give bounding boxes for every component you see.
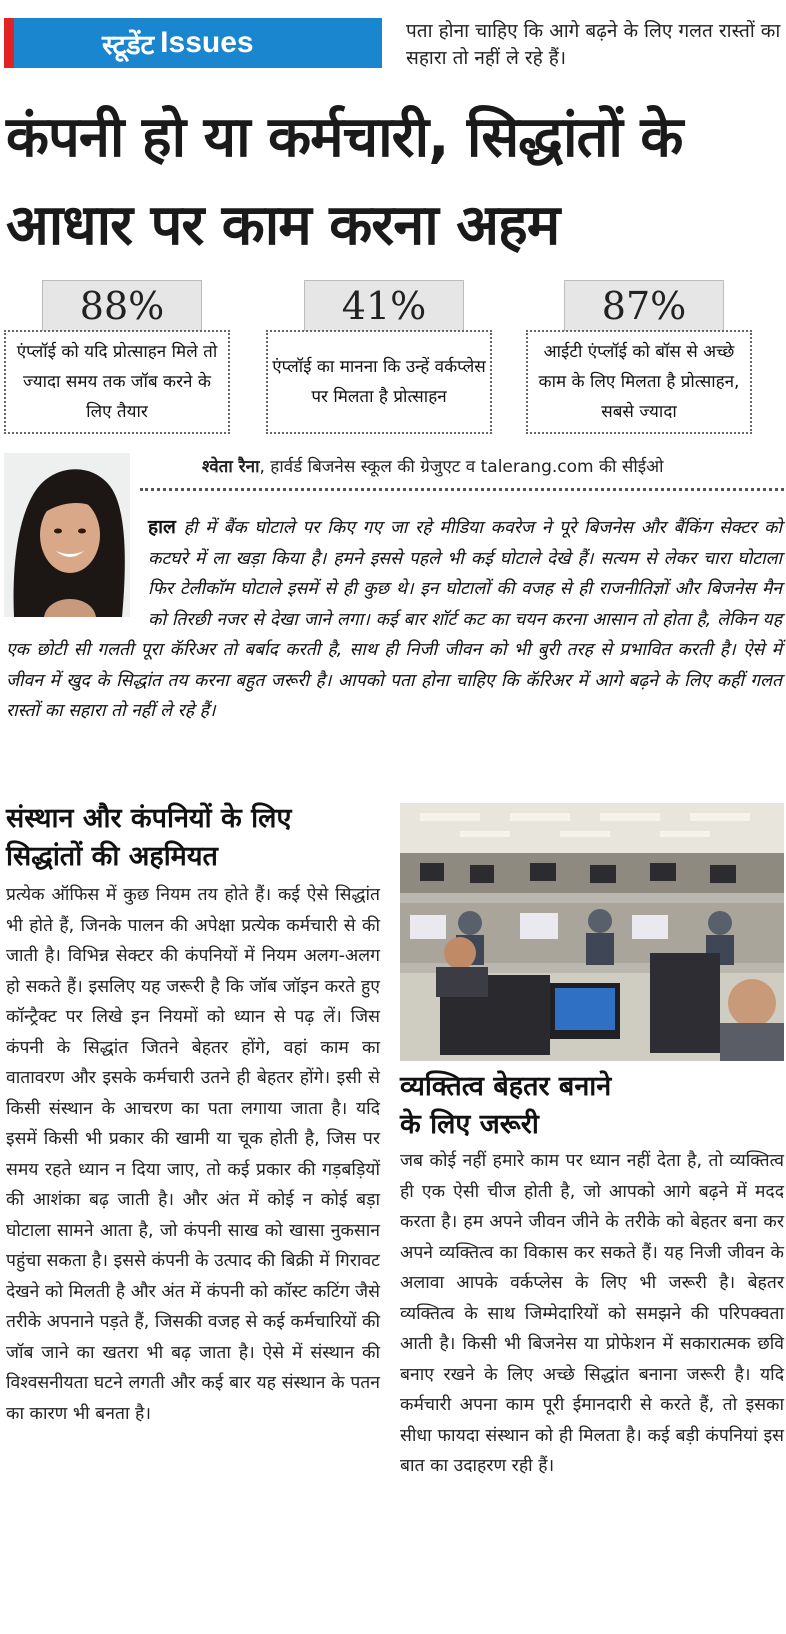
stat-text: एंप्लॉई को यदि प्रोत्साहन मिले तो ज्यादा समय तक जॉब करने के लिए तैयार xyxy=(4,330,230,434)
right-heading-line-1: व्यक्तित्व बेहतर बनाने xyxy=(400,1071,612,1102)
left-heading-line-1: संस्थान और कंपनियों के लिए xyxy=(6,803,292,834)
right-heading xyxy=(400,1068,784,1144)
right-heading-line-2: के लिए जरूरी xyxy=(400,1109,539,1140)
intro-lead-word: हाल xyxy=(148,516,176,538)
intro-paragraph xyxy=(6,512,782,727)
banner-red-bar xyxy=(4,18,14,68)
section-banner xyxy=(4,18,382,68)
stat-box-3 xyxy=(526,280,756,442)
headline: कंपनी हो या कर्मचारी, सिद्धांतों के आधार पर काम करना अहम xyxy=(6,105,683,258)
left-heading-line-2: सिद्धांतों की अहमियत xyxy=(6,841,218,872)
left-heading xyxy=(6,800,386,876)
office-workspace-illustration xyxy=(400,803,784,1061)
stat-box-1 xyxy=(4,280,234,442)
photo-float-spacer xyxy=(6,512,148,630)
section-name-english: Issues xyxy=(160,26,254,59)
author-credentials: , हार्वर्ड बिजनेस स्कूल की ग्रेजुएट व talerang.com की सीईओ xyxy=(259,457,664,477)
intro-body: ही में बैंक घोटाले पर किए गए जा रहे मीडिया कवरेज ने पूरे बिजनेस और बैंकिंग सेक्टर को कटघरे में ला खड़ा किया है। हमने इससे पहले भी कई घोटाले देखे हैं। सत्यम से लेकर चारा घोटाला फिर टेलीकॉम घोटाले इसमें से ही कुछ थे। इन घोटालों की वजह से ही राजनीतिज्ञों और बिजनेस मैन को तिरछी नजर से देखा जाने लगा। कई बार शॉर्ट कट का चयन करना आसान तो होता है, लेकिन यह एक छोटी सी गलती पूरा कॅरिअर तो बर्बाद करती है, साथ ही निजी जीवन को भी बुरी तरह से प्रभावित करती है। ऐसे में जीवन में खुद के सिद्धांत तय करना बहुत जरूरी है। आपको पता होना चाहिए कि कॅरिअर में आगे बढ़ने के लिए कहीं गलत रास्तों का सहारा तो नहीं ले रहे हैं। xyxy=(6,518,782,721)
stat-value: 41% xyxy=(304,280,464,331)
right-body: जब कोई नहीं हमारे काम पर ध्यान नहीं देता है, तो व्यक्तित्व ही एक ऐसी चीज होती है, जो आपको आगे बढ़ने में मदद करता है। हम अपने जीवन जीने के तरीके को बेहतर बना कर अपने व्यक्तित्व का विकास कर सकते हैं। यह निजी जीवन के अलावा आपके वर्कप्लेस के लिए भी जरूरी है। बेहतर व्यक्तित्व के साथ जिम्मेदारियों को समझने की परिपक्वता आती है। किसी भी बिजनेस या प्रोफेशन में सकारात्मक छवि बनाए रखने के लिए अच्छे सिद्धांत बनाना जरूरी है। यदि कर्मचारी अपना काम पूरी ईमानदारी से करते हैं, तो इसका सीधा फायदा संस्थान को ही मिलता है। कई बड़ी कंपनियां इस बात का उदाहरण रही हैं। xyxy=(400,1151,784,1476)
stat-box-2 xyxy=(266,280,496,442)
author-name: श्वेता रैना xyxy=(202,457,260,477)
stat-value: 88% xyxy=(42,280,202,331)
stat-value: 87% xyxy=(564,280,724,331)
office-photo xyxy=(400,803,784,1061)
left-body: प्रत्येक ऑफिस में कुछ नियम तय होते हैं। कई ऐसे सिद्धांत भी होते हैं, जिनके पालन की अपेक्षा प्रत्येक कर्मचारी से की जाती है। विभिन्न सेक्टर की कंपनियों में नियम अलग-अलग हो सकते हैं। इसलिए यह जरूरी है कि जॉब जॉइन करते हुए कॉन्ट्रैक्ट पर लिखे इन नियमों को ध्यान से पढ़ लें। जिस कंपनी के सिद्धांत जितने बेहतर होंगे, वहां काम का वातावरण और इसके कर्मचारी उतने ही बेहतर होंगे। इसी से किसी संस्थान के आचरण का पता लगाया जाता है। यदि इसमें किसी भी प्रकार की खामी या चूक होती है, जिस पर समय रहते ध्यान न दिया जाए, तो कई प्रकार की गड़बड़ियों की आशंका बढ़ जाती है। और अंत में कोई न कोई बड़ा घोटाला सामने आता है, जो कंपनी साख को खासा नुकसान पहुंचा सकता है। इससे कंपनी के उत्पाद की बिक्री में गिरावट देखने को मिलती है और अंत में कंपनी को कॉस्ट कटिंग जैसे तरीके अपनाने पड़ते हैं, जिसकी वजह से कई कर्मचारियों की जॉब जाने का खतरा भी बढ़ जाता है। ऐसे में संस्थान की विश्वसनीयता घटने लगती और कई बार यह संस्थान के पतन का कारण भी बनता है। xyxy=(6,885,380,1424)
stat-text: आईटी एंप्लॉई को बॉस से अच्छे काम के लिए मिलता है प्रोत्साहन, सबसे ज्यादा xyxy=(526,330,752,434)
section-name-hindi: स्टूडेंट xyxy=(102,29,155,61)
dotted-divider xyxy=(140,488,784,491)
byline xyxy=(202,454,663,477)
tagline: पता होना चाहिए कि आगे बढ़ने के लिए गलत रास्तों का सहारा तो नहीं ले रहे हैं। xyxy=(406,20,781,69)
stat-text: एंप्लॉई का मानना कि उन्हें वर्कप्लेस पर मिलता है प्रोत्साहन xyxy=(266,330,492,434)
